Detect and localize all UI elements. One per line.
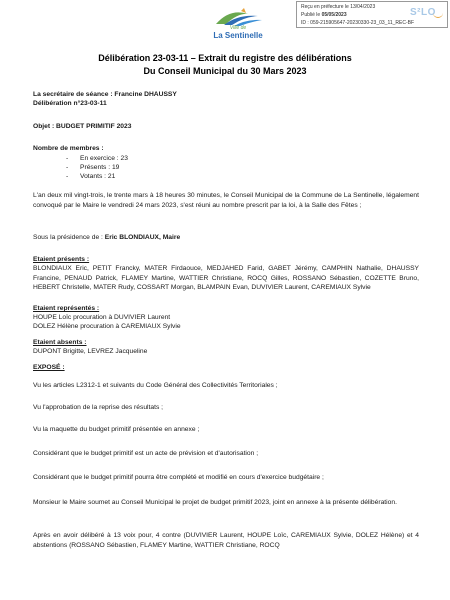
expose-paragraph: Considérant que le budget primitif est un acte de prévision et d'autorisation ; xyxy=(33,450,259,457)
absent-heading: Etaient absents : xyxy=(33,339,87,346)
expose-paragraph: Vu l'approbation de la reprise des résultats ; xyxy=(33,404,164,411)
expose-paragraph: Après en avoir délibéré à 13 voix pour, 4 contre (DUVIVIER Laurent, HOUPE Loïc, CAREMIAUX Sylvie, DOLEZ Hélène) et 4 abstentions (ROSSANO Sébastien, FLAMEY Martine, WATTIER Christiane, ROCQ xyxy=(33,532,419,549)
stamp-published xyxy=(301,12,347,18)
expose-paragraph: Monsieur le Maire soumet au Conseil Municipal le projet de budget primitif 2023, joint en annexe à la présente délibération. xyxy=(33,499,397,506)
expose-paragraph: Vu la maquette du budget primitif présentée en annexe ; xyxy=(33,426,200,433)
represented-heading: Etaient représentés : xyxy=(33,305,100,312)
document-subtitle: Du Conseil Municipal du 30 Mars 2023 xyxy=(143,66,307,76)
town-logo xyxy=(208,4,268,48)
absent-list: DUPONT Brigitte, LEVREZ Jacqueline xyxy=(33,348,148,355)
represented-line: HOUPE Loïc procuration à DUVIVIER Laurent xyxy=(33,314,171,321)
stamp-published-date: 05/05/2023 xyxy=(321,12,347,18)
intro-paragraph: L'an deux mil vingt-trois, le trente mars à 18 heures 30 minutes, le Conseil Municipal de la Commune de La Sentinelle, légalement convoqué par le Maire le vendredi 24 mars 2023, s'est réuni au nombre prescrit par la loi, à la Salle des Fêtes ; xyxy=(33,192,419,209)
stamp-brand-swoosh-icon xyxy=(433,13,443,18)
logo-subtext: Ville de xyxy=(229,25,247,31)
stamp-brand: S²LO xyxy=(410,7,436,18)
bullet: - xyxy=(66,173,69,180)
presidence-name: Eric BLONDIAUX, Maire xyxy=(104,234,181,241)
expose-heading: EXPOSÉ : xyxy=(33,364,65,371)
object-line: Objet : BUDGET PRIMITIF 2023 xyxy=(33,123,132,130)
logo-name: La Sentinelle xyxy=(213,31,263,40)
presidence-prefix: Sous la présidence de : xyxy=(33,234,105,241)
bullet: - xyxy=(66,164,69,171)
secretary-line: La secrétaire de séance : Francine DHAUSSY xyxy=(33,91,177,98)
prefecture-stamp xyxy=(296,1,448,28)
represented-line: DOLEZ Hélène procuration à CAREMIAUX Sylvie xyxy=(33,323,181,330)
stamp-published-prefix: Publié le xyxy=(301,12,322,18)
document-title: Délibération 23-03-11 – Extrait du registre des délibérations xyxy=(98,53,352,63)
expose-paragraph: Considérant que le budget primitif pourra être complété et modifié en cours d'exercice budgétaire ; xyxy=(33,474,324,481)
stamp-id: ID : 059-215905647-20230330-23_03_11_REC-BF xyxy=(301,20,415,26)
bullet: - xyxy=(66,155,69,162)
presidence-line xyxy=(33,234,180,243)
deliberation-number: Délibération n°23-03-11 xyxy=(33,100,107,107)
members-present: Présents : 19 xyxy=(80,164,120,171)
stamp-received: Reçu en préfecture le 13/04/2023 xyxy=(301,4,376,10)
members-heading: Nombre de membres : xyxy=(33,145,104,152)
members-in-office: En exercice : 23 xyxy=(80,155,128,162)
members-voting: Votants : 21 xyxy=(80,173,116,180)
expose-paragraph: Vu les articles L2312-1 et suivants du Code Général des Collectivités Territoriales ; xyxy=(33,382,278,389)
present-list: BLONDIAUX Eric, PETIT Francky, MATER Firdaouce, MEDJAHED Farid, GABET Jérémy, CAMPHIN Nathalie, DHAUSSY Francine, PENAUD Patrick, FLAMEY Martine, WATTIER Christiane, ROCQ Gilles, ROSSANO Sébastien, COZETTE Bruno, HEBERT Christelle, MATER Rudy, COSSART Morgan, BLAMPAIN Evan, DUVIVIER Laurent, CAREMIAUX Sylvie xyxy=(33,265,419,292)
present-heading: Etaient présents : xyxy=(33,256,90,263)
